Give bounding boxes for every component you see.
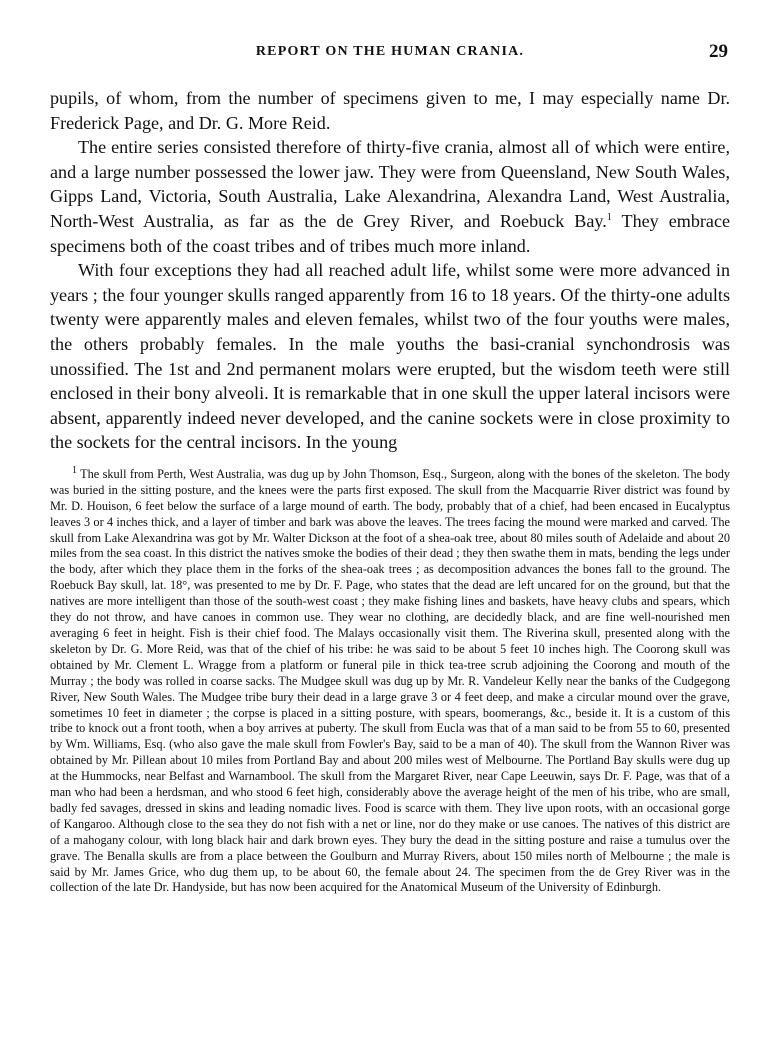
running-title: REPORT ON THE HUMAN CRANIA. <box>255 44 525 59</box>
paragraph-continuation: pupils, of whom, from the number of specimens given to me, I may especially name Dr. Frederick Page, and Dr. G. More Reid. <box>50 88 730 133</box>
body-text <box>50 86 730 455</box>
page-number: 29 <box>709 41 728 62</box>
footnote-1 <box>50 464 730 896</box>
page <box>50 40 730 896</box>
paragraph-series-text-before: The entire series consisted therefore of thirty-five crania, almost all of which were entire, and a large number possessed the lower jaw. They were from Queensland, New South Wales, Gipps Land, Victoria, South Australia, Lake Alexandrina, Alexandra Land, West Australia, North-West Australia, as far as the de Grey River, and Roebuck Bay. <box>50 137 730 231</box>
footnote-marker: 1 <box>72 464 77 476</box>
paragraph-series-text-after: They embrace specimens both of the coast tribes and of tribes much more inland. <box>50 210 730 256</box>
page-header <box>50 40 730 66</box>
footnotes <box>50 464 730 896</box>
paragraph-ages: With four exceptions they had all reached adult life, whilst some were more advanced in years ; the four younger skulls ranged apparently from 16 to 18 years. Of the thirty-one adults twenty were apparently males and eleven females, whilst two of the four youths were males, the others probably females. In the male youths the basi-cranial synchondrosis was unossified. The 1st and 2nd permanent molars were erupted, but the wisdom teeth were still enclosed in their bony alveoli. It is remarkable that in one skull the upper lateral incisors were absent, apparently indeed never developed, and the canine sockets were in close proximity to the sockets for the central incisors. In the young <box>50 260 730 453</box>
footnote-text: The skull from Perth, West Australia, was dug up by John Thomson, Esq., Surgeon, along with the bones of the skeleton. The body was buried in the sitting posture, and the knees were the parts first exposed. The skull from the Macquarrie River district was found by Mr. D. Houison, 6 feet below the surface of a large mound of earth. The body, probably that of a chief, had been encased in Eucalyptus leaves 3 or 4 inches thick, and a layer of timber and bark was above the leaves. The trees facing the mound were marked and carved. The skull from Lake Alexandrina was got by Mr. Walter Dickson at the foot of a shea-oak tree, about 80 miles south of Adelaide and about 20 miles from the sea coast. In this district the natives smoke the bodies of their dead ; they then swathe them in mats, bending the legs under the body, after which they place them in the forks of the shea-oak trees ; as decomposition advances the bones fall to the ground. The Roebuck Bay skull, lat. 18°, was presented to me by Dr. F. Page, who states that the dead are left uncared for on the ground, but that the natives are more intelligent than those of the south-west coast ; they make fishing lines and baskets, have heavy clubs and spears, which they do not throw, and have canoes in common use. They wear no clothing, are decidedly black, and are fine well-nourished men averaging 6 feet in height. Fish is their chief food. The Malays occasionally visit them. The Riverina skull, presented along with the skeleton by Dr. G. More Reid, was that of the chief of his tribe: he was said to be about 5 feet 10 inches high. The Coorong skull was obtained by Mr. Clement L. Wragge from a platform or funeral pile in thick tea-tree scrub adjoining the Coorong and mouth of the Murray ; the body was rolled in coarse sacks. The Mudgee skull was dug up by Mr. R. Vandeleur Kelly near the banks of the Cudgegong River, New South Wales. The Mudgee tribe bury their dead in a large grave 3 or 4 feet deep, and make a circular mound over the grave, sometimes 10 feet in diameter ; the corpse is placed in a sitting posture, with spears, boomerangs, &c., beside it. It is a custom of this tribe to knock out a front tooth, when a boy arrives at puberty. The skull from Eucla was that of a man said to be from 55 to 60, presented by Wm. Williams, Esq. (who also gave the male skull from Fowler's Bay, said to be a man of 40). The skull from the Wannon River was obtained by Mr. Pillean about 10 miles from Portland Bay and about 200 miles west of Melbourne. The Portland Bay skulls were dug up at the Hummocks, near Belfast and Warnambool. The skull from the Margaret River, near Cape Leeuwin, says Dr. F. Page, was that of a man who had been a herdsman, and who stood 6 feet high, considerably above the average height of the men of his tribe, who are small, badly fed savages, dressed in skins and leading nomadic lives. Food is scarce with them. They live upon roots, with an occasional gorge of Kangaroo. Although close to the sea they do not fish with a net or line, nor do they make or use canoes. The natives of this district are of a mahogany colour, with long black hair and dark brown eyes. They bury the dead in the sitting posture and raise a tumulus over the grave. The Benalla skulls are from a place between the Goulburn and Murray Rivers, about 150 miles north of Melbourne ; the male is said by Mr. James Grice, who dug them up, to be about 60, the female about 24. The specimen from the de Grey River was in the collection of the late Dr. Handyside, but has now been acquired for the Anatomical Museum of the University of Edinburgh. <box>50 466 730 895</box>
footnote-reference: 1 <box>606 211 612 223</box>
paragraph-series <box>50 135 730 258</box>
